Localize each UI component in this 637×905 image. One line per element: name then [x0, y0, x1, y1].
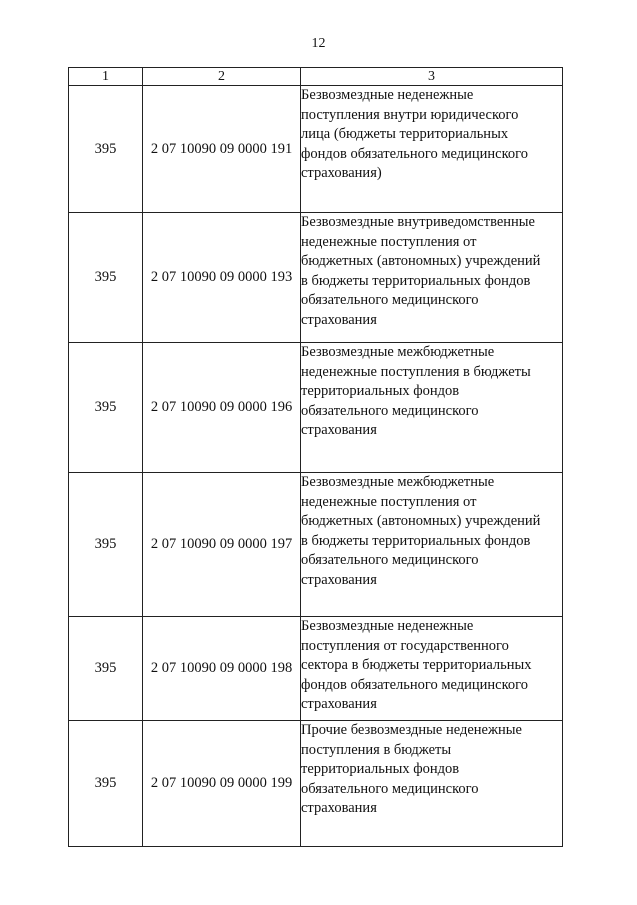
column-header-2: 2 [143, 68, 301, 86]
description-cell [301, 721, 563, 847]
budget-code-cell: 2 07 10090 09 0000 196 [143, 343, 301, 473]
description-line: лица (бюджеты территориальных [301, 126, 509, 142]
column-header-1: 1 [69, 68, 143, 86]
description-line: бюджетных (автономных) учреждений [301, 253, 541, 269]
row-number-cell: 395 [69, 213, 143, 343]
budget-code-cell: 2 07 10090 09 0000 197 [143, 473, 301, 617]
table-row [69, 473, 563, 617]
row-number-cell: 395 [69, 617, 143, 721]
description-line: фондов обязательного медицинского [301, 145, 528, 162]
description-line: страхования [301, 422, 377, 438]
budget-code-cell: 2 07 10090 09 0000 193 [143, 213, 301, 343]
table-row [69, 617, 563, 721]
description-line: обязательного медицинского [301, 552, 479, 568]
description-line: обязательного медицинского [301, 402, 479, 419]
description-cell [301, 617, 563, 721]
description-line: в бюджеты территориальных фондов [301, 272, 531, 289]
row-number-cell: 395 [69, 721, 143, 847]
description-line: страхования [301, 311, 377, 328]
description-line: поступления внутри юридического [301, 106, 519, 123]
description-line: в бюджеты территориальных фондов [301, 532, 531, 549]
description-line: Прочие безвозмездные неденежные [301, 722, 522, 738]
row-number-cell: 395 [69, 86, 143, 213]
description-line: неденежные поступления в бюджеты [301, 363, 531, 380]
description-cell [301, 343, 563, 473]
description-line: обязательного медицинского [301, 780, 479, 797]
description-line: поступления от государственного [301, 637, 509, 654]
budget-code-cell: 2 07 10090 09 0000 198 [143, 617, 301, 721]
description-line: страхования [301, 696, 377, 712]
description-line: неденежные поступления от [301, 493, 477, 510]
description-line: обязательного медицинского [301, 292, 479, 308]
description-line: Безвозмездные неденежные [301, 87, 474, 103]
table-row [69, 86, 563, 213]
budget-code-cell: 2 07 10090 09 0000 199 [143, 721, 301, 847]
description-line: территориальных фондов [301, 761, 460, 777]
description-line: территориальных фондов [301, 383, 460, 399]
budget-codes-table [68, 67, 563, 847]
table-row [69, 343, 563, 473]
column-header-3: 3 [301, 68, 563, 86]
description-line: Безвозмездные внутриведомственные [301, 214, 535, 230]
description-line: бюджетных (автономных) учреждений [301, 513, 541, 529]
description-line: страхования [301, 571, 377, 588]
description-line: страхования [301, 800, 377, 816]
description-cell [301, 213, 563, 343]
description-line: поступления в бюджеты [301, 741, 452, 758]
table-row [69, 721, 563, 847]
page-number: 12 [311, 36, 326, 51]
description-line: фондов обязательного медицинского [301, 676, 528, 693]
description-line: неденежные поступления от [301, 233, 477, 250]
table-header-row [69, 68, 563, 86]
description-line: Безвозмездные неденежные [301, 618, 474, 634]
description-line: сектора в бюджеты территориальных [301, 657, 532, 673]
description-line: Безвозмездные межбюджетные [301, 474, 495, 490]
table-row [69, 213, 563, 343]
row-number-cell: 395 [69, 473, 143, 617]
budget-code-cell: 2 07 10090 09 0000 191 [143, 86, 301, 213]
description-cell [301, 473, 563, 617]
description-line: страхования) [301, 165, 382, 181]
table-body [69, 86, 563, 847]
description-line: Безвозмездные межбюджетные [301, 344, 495, 360]
row-number-cell: 395 [69, 343, 143, 473]
description-cell [301, 86, 563, 213]
